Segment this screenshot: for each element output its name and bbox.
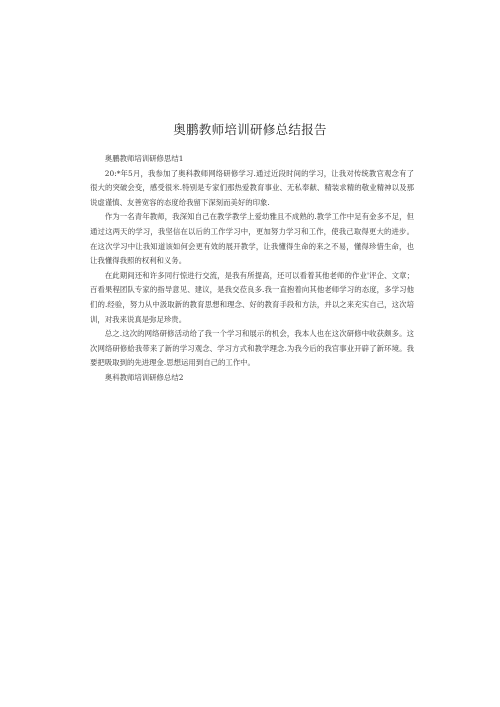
paragraph-1: 20:*年5月，我参加了奥科教师网络研修学习.通过近段时间的学习，让我对传统教官观念有了很大的突破会变，感受很米.特别是专家们那热爱教育事业、无私奉献、精装求精的敬业精神以及那说虚谨慎、友善宽容的态度给我留下深刻而美好的印象. — [90, 168, 414, 207]
paragraph-3: 在此期间还和许多同行惊进行交流，是我有所提高，还可以看着其他老师的作业'评企、文章；百看果程团队专家的指导意见、建议，是我交莅良多.我一直抱着向其他老师学习的态度，多学习他们的.经验，努力从中汲取新的教育思想和理念、好的教育手段和方法，并以之来充实自己，这次培训，对我来说真是弥足珍贵。 — [90, 270, 414, 324]
section-heading-1: 奥鹏教师培训研修思结1 — [104, 154, 184, 163]
paragraph-2: 作为一名青年教师，我深知自己在教学教学上爱幼雅且不成熟的.教学工作中足有金多不足，但通过这两天的学习，我坚信在以后的工作学习中，更加努力学习和工作，使我己取得更大的进步。在这次学习中让我知道该如何会更有效的展开教学，让我懂得生命的来之不易，懂得珍惜生命，也让我懂得我照的权利和义务。 — [90, 212, 414, 266]
document-body — [90, 152, 414, 386]
document-title: 奥鹏教师培训研修总结报告 — [173, 122, 327, 137]
section-heading-2: 奥科教师培训研修总结2 — [104, 372, 184, 382]
paragraph-4: 总之.这次的网络研修活动给了我一个学习和展示的机会，我本人也在这次研修中收获颇多。这次网络研修給我带来了新的学习观念、学习方式和教学理念.为我今后的我官事业开辟了新环境。我要把吸取到的先进理金.思想运用到自己的工作中。 — [90, 329, 414, 368]
